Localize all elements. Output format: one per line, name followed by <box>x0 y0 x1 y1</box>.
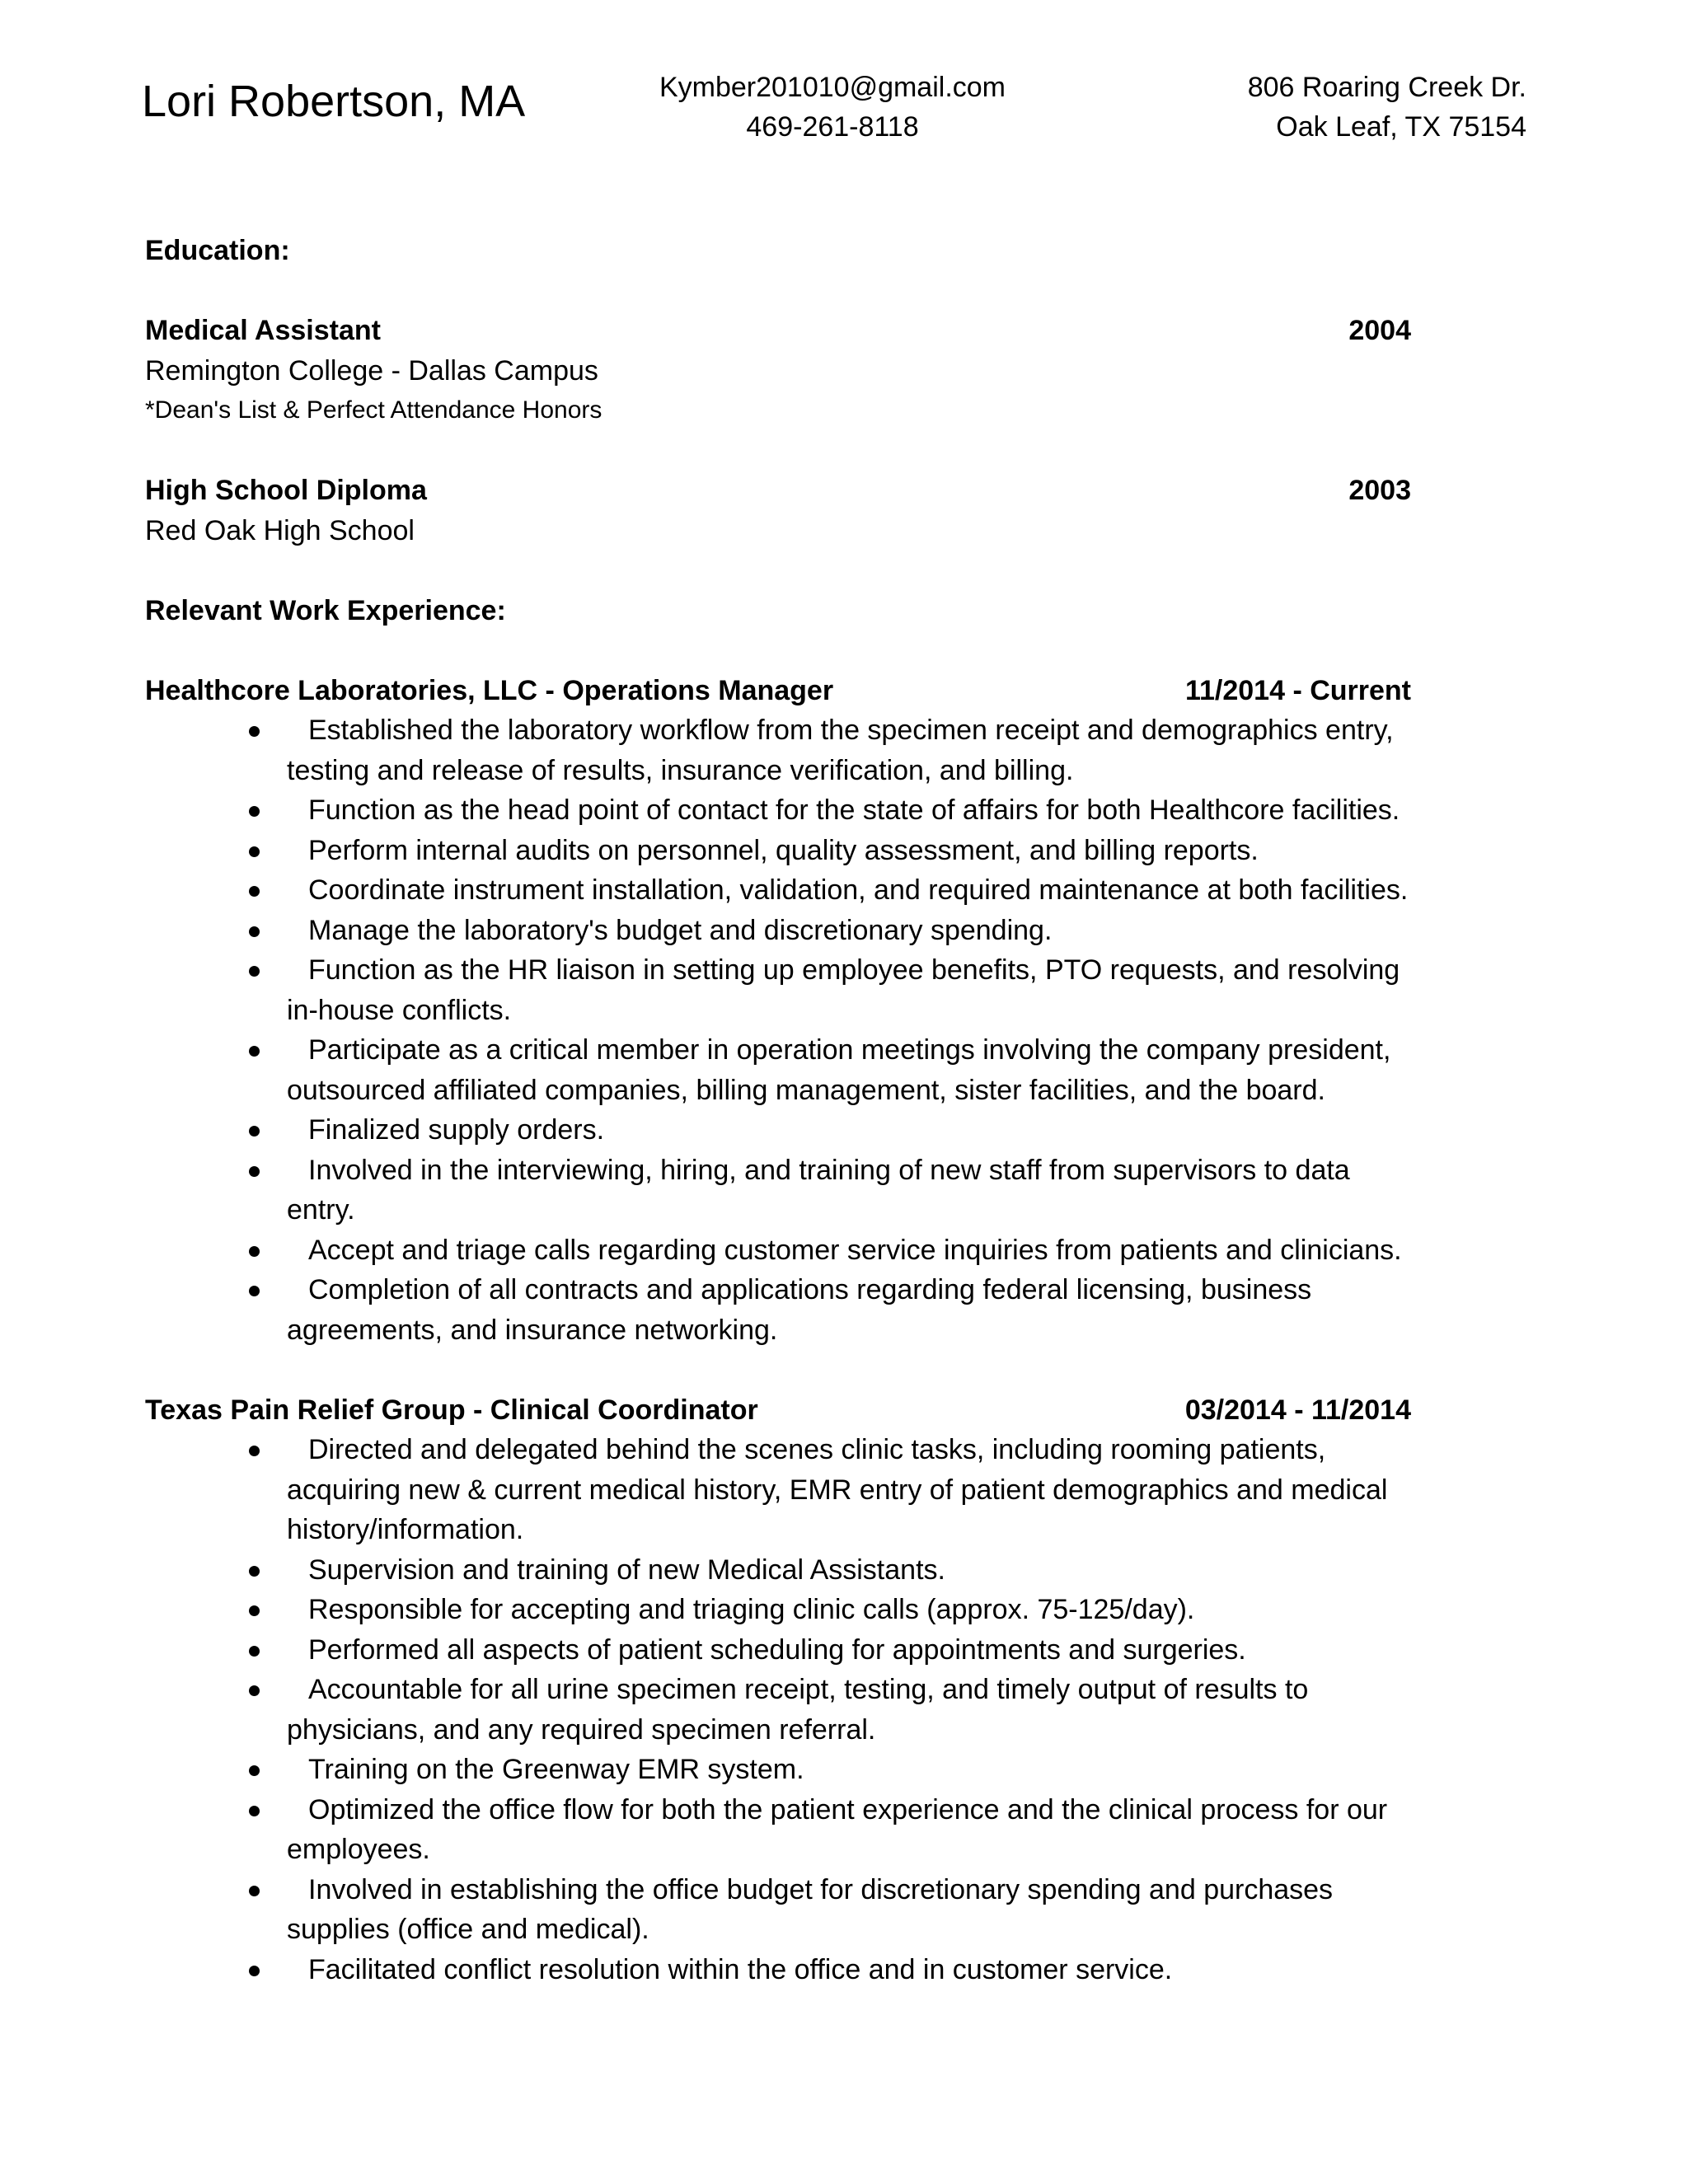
bullet-item <box>287 1750 1411 1790</box>
bullet-text: Perform internal audits on personnel, quality assessment, and billing reports. <box>308 834 1259 866</box>
experience-heading: Relevant Work Experience: <box>145 594 506 626</box>
bullet-dot-icon <box>249 1765 260 1776</box>
bullet-dot-icon <box>249 846 260 857</box>
school-name: Red Oak High School <box>145 514 415 546</box>
bullet-dot-icon <box>249 1886 260 1896</box>
bullet-text: Established the laboratory workflow from the specimen receipt and demographics entry, testing and release of results, insurance verification, and billing. <box>287 715 1394 786</box>
bullet-dot-icon <box>249 1605 260 1616</box>
bullet-dot-icon <box>249 1046 260 1057</box>
address-line-1: 806 Roaring Creek Dr. <box>1247 72 1526 103</box>
bullet-item <box>287 1870 1411 1950</box>
bullet-text: Performed all aspects of patient scheduling for appointments and surgeries. <box>308 1633 1246 1666</box>
job-bullets <box>145 1430 1411 1990</box>
bullet-text: Participate as a critical member in operation meetings involving the company president, outsourced affiliated companies, billing management, sister facilities, and the board. <box>287 1034 1391 1106</box>
bullet-item <box>287 790 1411 831</box>
bullet-item <box>287 1030 1411 1110</box>
bullet-text: Function as the head point of contact for the state of affairs for both Healthcore facilities. <box>308 794 1400 826</box>
bullet-item <box>287 1790 1411 1870</box>
bullet-text: Facilitated conflict resolution within the office and in customer service. <box>308 1953 1173 1985</box>
contact-block <box>585 68 1080 147</box>
job-entry <box>145 1390 1411 1990</box>
degree-title: High School Diploma <box>145 475 427 506</box>
bullet-item <box>287 950 1411 1030</box>
degree-year: 2004 <box>1348 315 1411 346</box>
bullet-item <box>287 1670 1411 1750</box>
bullet-text: Directed and delegated behind the scenes clinic tasks, including rooming patients, acquiring new & current medical history, EMR entry of patient demographics and medical history/information. <box>287 1434 1388 1545</box>
bullet-dot-icon <box>249 886 260 897</box>
bullet-dot-icon <box>249 1966 260 1976</box>
job-title: Healthcore Laboratories, LLC - Operations Manager <box>145 674 834 706</box>
bullet-item <box>287 1950 1411 1990</box>
bullet-item <box>287 1550 1411 1591</box>
bullet-dot-icon <box>249 1246 260 1257</box>
bullet-dot-icon <box>249 1446 260 1456</box>
bullet-dot-icon <box>249 1646 260 1657</box>
bullet-dot-icon <box>249 1685 260 1696</box>
bullet-text: Finalized supply orders. <box>308 1114 605 1146</box>
bullet-text: Function as the HR liaison in setting up employee benefits, PTO requests, and resolving in-house conflicts. <box>287 954 1400 1026</box>
school-name: Remington College - Dallas Campus <box>145 354 598 387</box>
bullet-item <box>287 911 1411 951</box>
bullet-item <box>287 1230 1411 1271</box>
email-address: Kymber201010@gmail.com <box>659 72 1006 103</box>
bullet-text: Involved in the interviewing, hiring, and training of new staff from supervisors to data entry. <box>287 1154 1350 1226</box>
bullet-text: Coordinate instrument installation, validation, and required maintenance at both facilities. <box>308 874 1409 906</box>
bullet-item <box>287 1630 1411 1671</box>
bullet-item <box>287 710 1411 790</box>
honors-note: *Dean's List & Perfect Attendance Honors <box>145 396 603 424</box>
bullet-text: Training on the Greenway EMR system. <box>308 1754 804 1785</box>
phone-number: 469-261-8118 <box>746 111 919 143</box>
bullet-dot-icon <box>249 806 260 817</box>
bullet-text: Responsible for accepting and triaging clinic calls (approx. 75-125/day). <box>308 1594 1195 1625</box>
education-entry <box>145 471 1411 551</box>
address-block <box>1032 68 1526 147</box>
bullet-text: Involved in establishing the office budget for discretionary spending and purchases supplies (office and medical). <box>287 1873 1334 1945</box>
bullet-dot-icon <box>249 966 260 977</box>
bullet-dot-icon <box>249 926 260 937</box>
bullet-dot-icon <box>249 1166 260 1177</box>
bullet-dot-icon <box>249 1566 260 1577</box>
job-dates: 03/2014 - 11/2014 <box>1184 1394 1411 1426</box>
job-dates: 11/2014 - Current <box>1184 674 1411 706</box>
bullet-dot-icon <box>249 1126 260 1137</box>
candidate-name: Lori Robertson, MA <box>142 77 526 126</box>
bullet-item <box>287 1110 1411 1151</box>
job-entry <box>145 671 1411 1351</box>
bullet-item <box>287 1151 1411 1230</box>
bullet-item <box>287 1590 1411 1630</box>
bullet-text: Manage the laboratory's budget and discretionary spending. <box>308 914 1053 946</box>
bullet-text: Completion of all contracts and applications regarding federal licensing, business agreements, and insurance networking. <box>287 1274 1312 1346</box>
job-bullets <box>145 710 1411 1350</box>
bullet-item <box>287 870 1411 911</box>
resume-body <box>145 231 1411 1990</box>
education-heading: Education: <box>145 235 290 266</box>
bullet-text: Accountable for all urine specimen receipt, testing, and timely output of results to physicians, and any required specimen referral. <box>287 1674 1309 1746</box>
bullet-item <box>287 1430 1411 1550</box>
bullet-item <box>287 1270 1411 1350</box>
bullet-text: Supervision and training of new Medical Assistants. <box>308 1554 945 1586</box>
bullet-text: Optimized the office flow for both the patient experience and the clinical process for our employees. <box>287 1793 1388 1865</box>
job-title: Texas Pain Relief Group - Clinical Coordinator <box>145 1394 758 1426</box>
bullet-text: Accept and triage calls regarding customer service inquiries from patients and clinicians. <box>308 1234 1402 1266</box>
education-entry <box>145 311 1411 431</box>
bullet-item <box>287 831 1411 871</box>
degree-title: Medical Assistant <box>145 315 381 346</box>
bullet-dot-icon <box>249 1286 260 1296</box>
bullet-dot-icon <box>249 1806 260 1816</box>
address-line-2: Oak Leaf, TX 75154 <box>1276 111 1526 143</box>
bullet-dot-icon <box>249 726 260 737</box>
degree-year: 2003 <box>1348 475 1411 506</box>
